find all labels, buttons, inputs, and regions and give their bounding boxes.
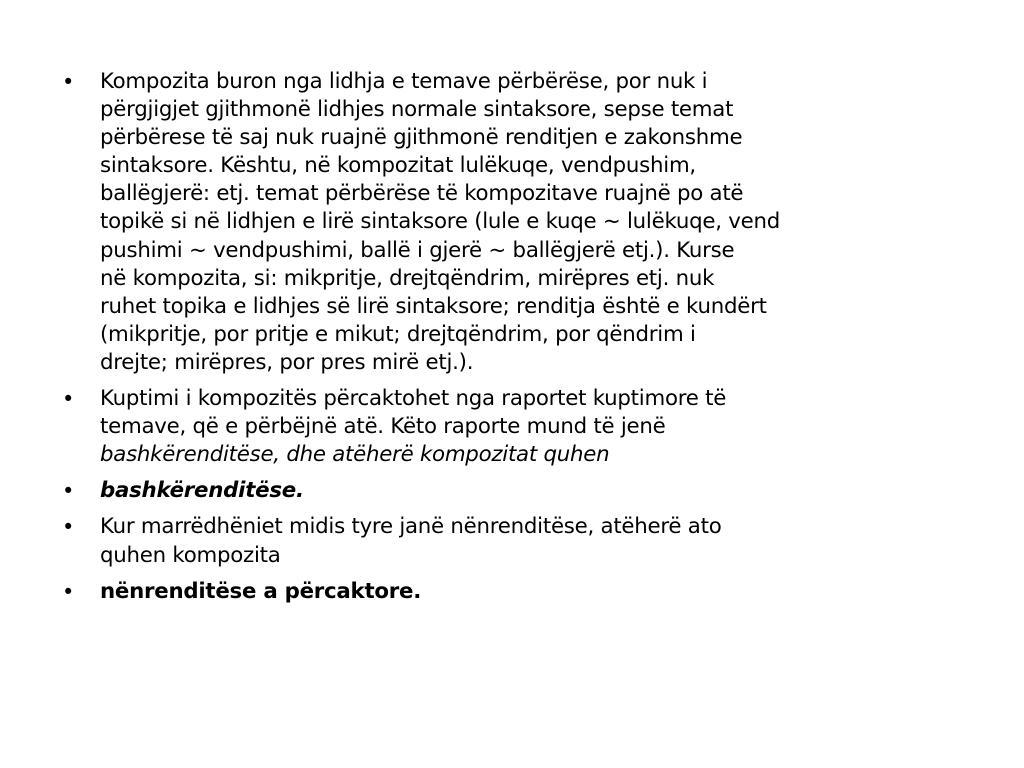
text-line: temave, që e përbëjnë atë. Këto raporte mund të jenë [100, 414, 666, 440]
bullet-item-subordinate [62, 578, 954, 606]
text-line: • nënrenditëse a përcaktore. [100, 578, 422, 604]
bullet-item-compound-definition [62, 68, 954, 377]
text-line: përbërese të saj nuk ruajnë gjithmonë renditjen e zakonshme [100, 125, 743, 151]
text-line: • Kur marrëdhëniet midis tyre janë nënrenditëse, atëherë ato [100, 514, 722, 540]
text-line: përgjigjet gjithmonë lidhjes normale sintaksore, sepse temat [100, 97, 734, 123]
text-line: (mikpritje, por pritje e mikut; drejtqëndrim, por qëndrim i [100, 321, 696, 347]
text-line: sintaksore. Kështu, në kompozitat lulëkuqe, vendpushim, [100, 153, 696, 179]
text-line: në kompozita, si: mikpritje, drejtqëndrim, mirëpres etj. nuk [100, 265, 715, 291]
bullet-list [62, 68, 954, 614]
text-line: ballëgjerë: etj. temat përbërëse të kompozitave ruajnë po atë [100, 181, 744, 207]
text-line: topikë si në lidhjen e lirë sintaksore (lule e kuqe ~ lulëkuqe, vend [100, 209, 781, 235]
text-line: ruhet topika e lidhjes së lirë sintaksore; renditja është e kundërt [100, 293, 767, 319]
bullet-item-subordinate-relations [62, 513, 954, 569]
text-line: • bashkërenditëse. [100, 478, 304, 504]
text-line: drejte; mirëpres, por pres mirë etj.). [100, 349, 474, 375]
bullet-item-coordinative [62, 477, 954, 505]
bullet-item-meaning [62, 385, 954, 469]
text-line: • Kuptimi i kompozitës përcaktohet nga raportet kuptimore të [100, 386, 727, 412]
text-line: pushimi ~ vendpushimi, ballë i gjerë ~ ballëgjerë etj.). Kurse [100, 237, 735, 263]
text-line: quhen kompozita [100, 542, 281, 568]
text-line: • Kompozita buron nga lidhja e temave përbërëse, por nuk i [100, 69, 708, 94]
text-line: bashkërenditëse, dhe atëherë kompozitat quhen [100, 442, 610, 468]
